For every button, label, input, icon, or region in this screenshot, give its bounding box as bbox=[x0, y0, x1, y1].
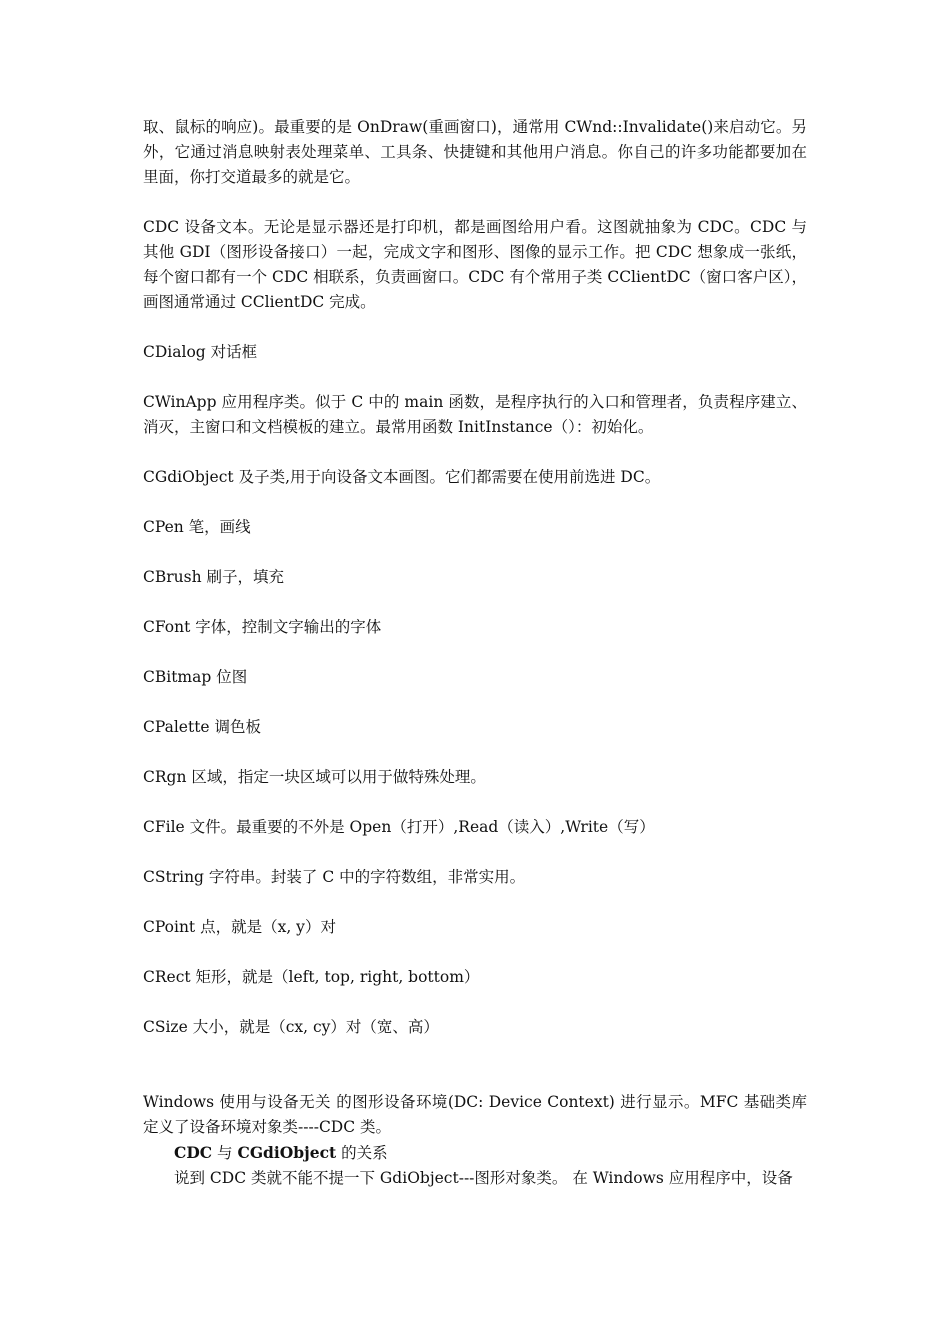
paragraph-cbitmap: CBitmap 位图 bbox=[143, 668, 248, 686]
paragraph-cpen: CPen 笔，画线 bbox=[143, 518, 251, 536]
paragraph-cwinapp: CWinApp 应用程序类。似于 C 中的 main 函数，是程序执行的入口和管理者，负责程序建立、消灭，主窗口和文档模板的建立。最常用函数 InitInstance（）：初始化。 bbox=[143, 393, 807, 436]
paragraph-cstring: CString 字符串。封装了 C 中的字符数组，非常实用。 bbox=[143, 868, 526, 886]
paragraph-cview-continued: 取、鼠标的响应)。最重要的是 OnDraw(重画窗口)，通常用 CWnd::Invalidate()来启动它。另外，它通过消息映射表处理菜单、工具条、快捷键和其他用户消息。你自己的许多功能都要加在里面，你打交道最多的就是它。 bbox=[143, 118, 807, 186]
blank-gap bbox=[143, 1040, 807, 1090]
section-heading-cdc-cgdiobject bbox=[143, 1140, 807, 1166]
paragraph-gdiobject: 说到 CDC 类就不能不提一下 GdiObject---图形对象类。 在 Windows 应用程序中，设备 bbox=[174, 1169, 793, 1187]
paragraph-cpalette: CPalette 调色板 bbox=[143, 718, 262, 736]
paragraph-cgdiobject: CGdiObject 及子类,用于向设备文本画图。它们都需要在使用前选进 DC。 bbox=[143, 468, 661, 486]
heading-tail: 的关系 bbox=[336, 1144, 388, 1162]
heading-cgdiobject: CGdiObject bbox=[237, 1143, 337, 1162]
paragraph-cpoint: CPoint 点，就是（x, y）对 bbox=[143, 918, 336, 936]
paragraph-dc-intro: Windows 使用与设备无关 的图形设备环境(DC: Device Context) 进行显示。MFC 基础类库定义了设备环境对象类----CDC 类。 bbox=[143, 1093, 807, 1136]
paragraph-cdc: CDC 设备文本。无论是显示器还是打印机，都是画图给用户看。这图就抽象为 CDC。CDC 与其他 GDI（图形设备接口）一起，完成文字和图形、图像的显示工作。把 CDC 想象成一张纸，每个窗口都有一个 CDC 相联系，负责画窗口。CDC 有个常用子类 CClientDC（窗口客户区），画图通常通过 CClientDC 完成。 bbox=[143, 218, 807, 311]
document-body bbox=[143, 115, 807, 1191]
heading-connector: 与 bbox=[212, 1144, 238, 1162]
paragraph-cbrush: CBrush 刷子，填充 bbox=[143, 568, 285, 586]
paragraph-csize: CSize 大小，就是（cx, cy）对（宽、高） bbox=[143, 1018, 439, 1036]
paragraph-crect: CRect 矩形，就是（left, top, right, bottom） bbox=[143, 968, 480, 986]
paragraph-cfile: CFile 文件。最重要的不外是 Open（打开）,Read（读入）,Write（写） bbox=[143, 818, 655, 836]
paragraph-crgn: CRgn 区域，指定一块区域可以用于做特殊处理。 bbox=[143, 768, 486, 786]
paragraph-cfont: CFont 字体，控制文字输出的字体 bbox=[143, 618, 382, 636]
heading-cdc: CDC bbox=[174, 1143, 213, 1162]
paragraph-cdialog: CDialog 对话框 bbox=[143, 343, 258, 361]
